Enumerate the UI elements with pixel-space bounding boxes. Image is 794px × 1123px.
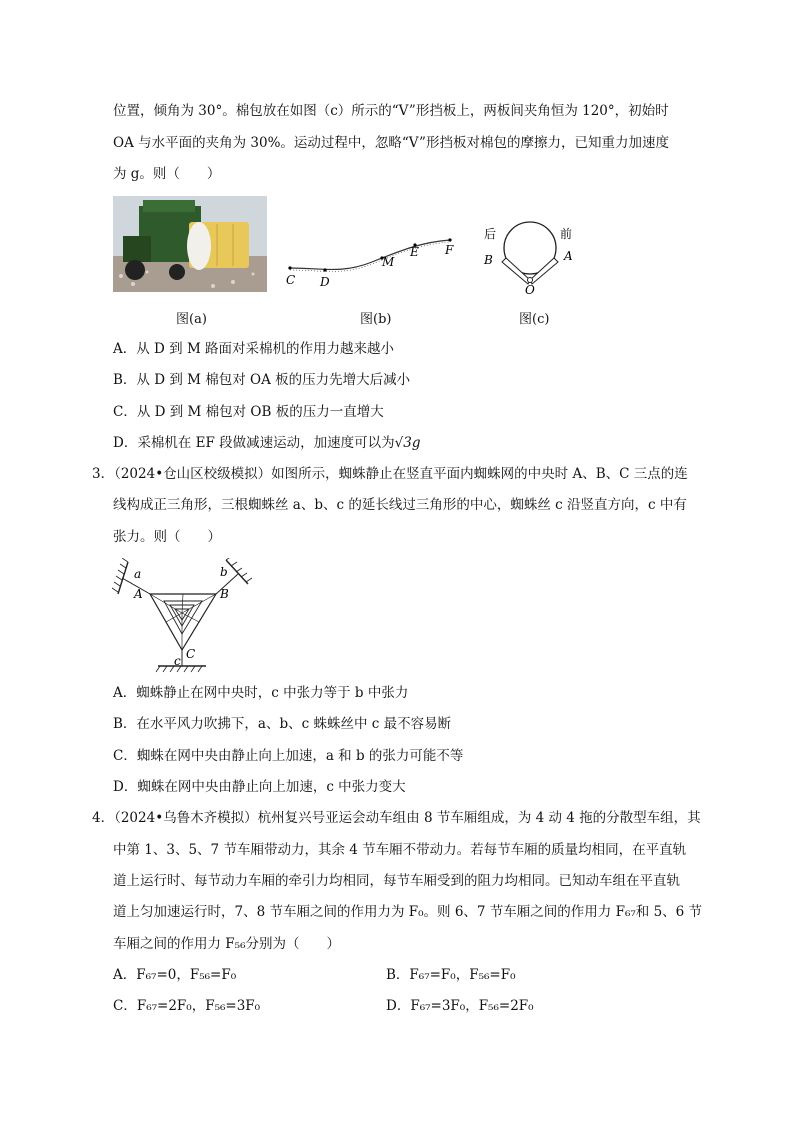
point-m-label: M xyxy=(382,255,395,269)
point-f-label: F xyxy=(445,243,454,257)
plate-a-label: A xyxy=(564,249,573,263)
q2-option-c: C．从 D 到 M 棉包对 OB 板的压力一直增大 xyxy=(113,404,384,420)
point-c-label: C xyxy=(286,273,296,287)
figure-b-caption: 图(b) xyxy=(360,312,392,327)
v-plate-diagram xyxy=(480,218,580,296)
q2-line-2: OA 与水平面的夹角为 30%。运动过程中，忽略“V”形挡板对棉包的摩擦力，已知重力加速度 xyxy=(113,135,669,151)
q2-option-d xyxy=(113,433,420,453)
q2-option-a: A．从 D 到 M 路面对采棉机的作用力越来越小 xyxy=(113,341,395,357)
q4-option-b: B．F₆₇=F₀，F₅₆=F₀ xyxy=(386,967,516,983)
back-label: 后 xyxy=(484,227,497,241)
point-e-label: E xyxy=(410,245,419,259)
q2-option-d-text: D．采棉机在 EF 段做减速运动，加速度可以为 xyxy=(113,435,395,451)
q3-line-3: 张力。则（ ） xyxy=(113,529,221,545)
pivot-o-label: O xyxy=(525,283,535,296)
point-b-label: B xyxy=(220,587,229,601)
q3-line-2: 线构成正三角形，三根蜘蛛丝 a、b、c 的延长线过三角形的中心，蜘蛛丝 c 沿竖直方向，c 中有 xyxy=(113,497,687,513)
q4-line-3: 道上运行时、每节动力车厢的牵引力均相同，每节车厢受到的阻力均相同。已知动车组在平直轨 xyxy=(113,873,680,889)
plate-b-label: B xyxy=(484,253,493,267)
thread-b-label: b xyxy=(220,565,228,579)
q4-line-1: 4．（2024•乌鲁木齐模拟）杭州复兴号亚运会动车组由 8 节车厢组成，为 4 动 4 拖的分散型车组，其 xyxy=(92,810,701,826)
q4-line-2: 中第 1、3、5、7 节车厢带动力，其余 4 节车厢不带动力。若每节车厢的质量均相同，在平直轨 xyxy=(113,842,687,858)
q2-line-1: 位置，倾角为 30°。棉包放在如图（c）所示的“V”形挡板上，两板间夹角恒为 120°，初始时 xyxy=(113,103,669,119)
q3-option-c: C．蜘蛛在网中央由静止向上加速，a 和 b 的张力可能不等 xyxy=(113,748,464,764)
q2-line-3: 为 g。则（ ） xyxy=(113,166,221,182)
q3-option-b: B．在水平风力吹拂下，a、b、c 蛛蛛丝中 c 最不容易断 xyxy=(113,716,452,732)
point-a-label: A xyxy=(134,587,143,601)
figure-a-caption: 图(a) xyxy=(176,312,207,327)
thread-a-label: a xyxy=(134,567,142,581)
q4-option-c: C．F₆₇=2F₀，F₅₆=3F₀ xyxy=(113,998,261,1014)
q4-line-4: 道上匀加速运行时，7、8 节车厢之间的作用力为 F₀。则 6、7 节车厢之间的作用力 F₆₇和 5、6 节 xyxy=(113,904,703,920)
spider-web-diagram xyxy=(112,558,254,674)
q4-option-a: A．F₆₇=0，F₅₆=F₀ xyxy=(113,967,237,983)
q4-line-5: 车厢之间的作用力 F₅₆分别为（ ） xyxy=(113,936,340,952)
road-curve-diagram xyxy=(282,234,462,294)
point-d-label: D xyxy=(320,275,330,289)
q2-option-b: B．从 D 到 M 棉包对 OA 板的压力先增大后减小 xyxy=(113,372,411,388)
q2-option-d-formula: √3g xyxy=(394,435,421,451)
point-c-web-label: C xyxy=(186,647,196,661)
q3-line-1: 3．（2024•仓山区校级模拟）如图所示，蜘蛛静止在竖直平面内蜘蛛网的中央时 A、B、C 三点的连 xyxy=(92,466,688,482)
q3-option-a: A．蜘蛛静止在网中央时，c 中张力等于 b 中张力 xyxy=(113,685,409,701)
q4-option-d: D．F₆₇=3F₀，F₅₆=2F₀ xyxy=(386,998,534,1014)
front-label: 前 xyxy=(560,227,573,241)
thread-c-label: c xyxy=(174,654,181,668)
q3-option-d: D．蜘蛛在网中央由静止向上加速，c 中张力变大 xyxy=(113,779,406,795)
cotton-picker-photo xyxy=(113,196,267,292)
figure-c-caption: 图(c) xyxy=(519,312,550,327)
